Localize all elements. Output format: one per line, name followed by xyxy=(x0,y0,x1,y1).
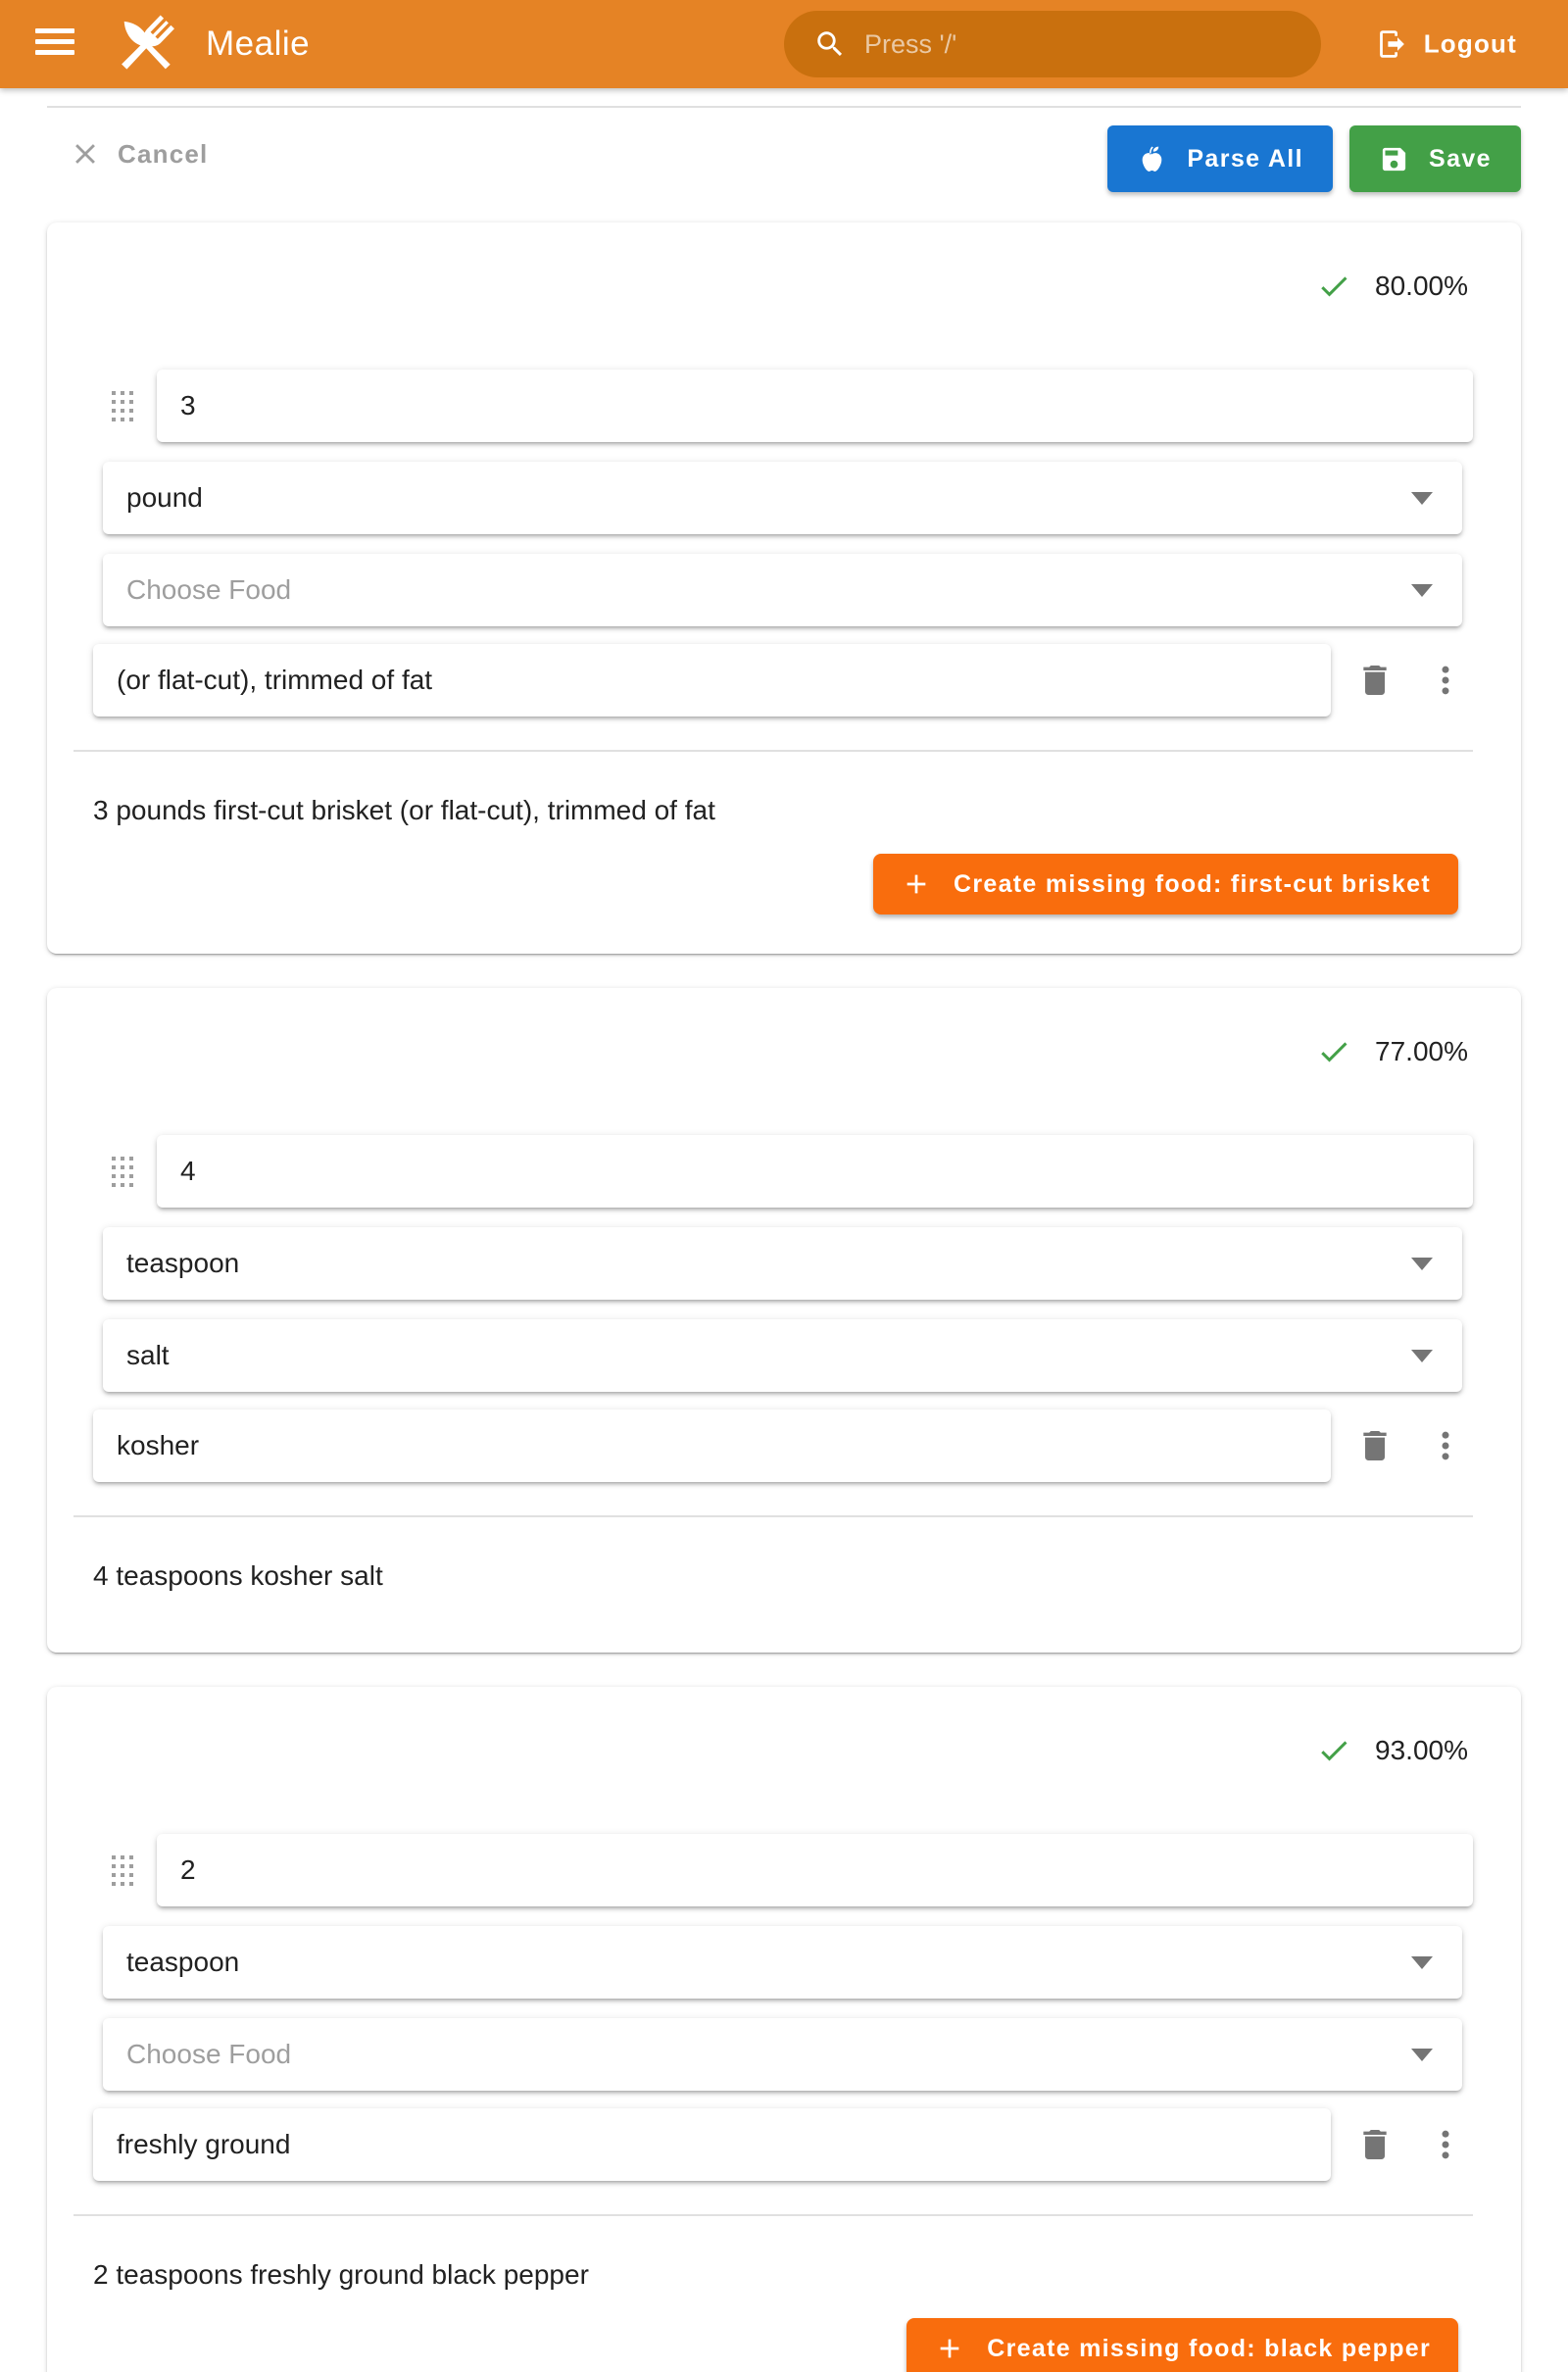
action-buttons xyxy=(1107,125,1521,192)
confidence-value: 93.00% xyxy=(1375,1735,1468,1765)
unit-select-value: teaspoon xyxy=(126,1248,240,1278)
drag-handle-icon[interactable] xyxy=(112,391,135,421)
create-missing-food-button[interactable] xyxy=(873,854,1458,914)
food-select-row xyxy=(103,554,1462,626)
logout-button[interactable] xyxy=(1376,28,1517,61)
card-divider xyxy=(74,750,1473,752)
note-row xyxy=(93,644,1521,717)
ingredient-card xyxy=(47,988,1521,1653)
food-select-value: Choose Food xyxy=(126,574,292,605)
quantity-input[interactable]: 3 xyxy=(157,370,1473,442)
plus-icon xyxy=(901,868,932,900)
save-icon xyxy=(1379,144,1409,174)
confidence-value: 77.00% xyxy=(1375,1036,1468,1066)
drag-handle-icon[interactable] xyxy=(112,1157,135,1187)
food-select-value: Choose Food xyxy=(126,2039,292,2069)
kebab-icon xyxy=(1426,661,1465,700)
chevron-down-icon xyxy=(1411,1956,1433,1969)
food-select[interactable] xyxy=(103,1319,1462,1392)
create-food-row xyxy=(47,826,1521,954)
unit-select-row xyxy=(103,1926,1462,1999)
plus-icon xyxy=(934,2333,965,2364)
logout-icon xyxy=(1376,28,1408,61)
parse-all-button[interactable] xyxy=(1107,125,1333,192)
quantity-input[interactable]: 4 xyxy=(157,1135,1473,1208)
confidence-row xyxy=(47,1687,1521,1773)
close-icon xyxy=(69,137,102,171)
delete-ingredient-button[interactable] xyxy=(1355,2125,1395,2164)
cancel-label: Cancel xyxy=(118,138,209,169)
confidence-row xyxy=(47,988,1521,1074)
note-input[interactable]: kosher xyxy=(93,1409,1331,1482)
unit-select[interactable] xyxy=(103,462,1462,534)
note-input[interactable]: (or flat-cut), trimmed of fat xyxy=(93,644,1331,717)
unit-select-value: teaspoon xyxy=(126,1947,240,1977)
note-row xyxy=(93,1409,1521,1482)
parser-page xyxy=(0,106,1568,2372)
quantity-row xyxy=(94,1834,1473,1906)
chevron-down-icon xyxy=(1411,1350,1433,1362)
confidence-row xyxy=(47,222,1521,309)
unit-select[interactable] xyxy=(103,1227,1462,1300)
quantity-row xyxy=(94,370,1473,442)
logout-label: Logout xyxy=(1423,28,1517,59)
card-divider xyxy=(74,2214,1473,2216)
chevron-down-icon xyxy=(1411,492,1433,505)
food-select[interactable] xyxy=(103,554,1462,626)
chevron-down-icon xyxy=(1411,2049,1433,2061)
cancel-button[interactable] xyxy=(69,137,208,171)
original-ingredient-text: 4 teaspoons kosher salt xyxy=(93,1560,383,1591)
ingredient-card xyxy=(47,222,1521,954)
check-icon xyxy=(1316,1733,1351,1768)
unit-select-value: pound xyxy=(126,482,203,513)
unit-select[interactable] xyxy=(103,1926,1462,1999)
quantity-input[interactable]: 2 xyxy=(157,1834,1473,1906)
kebab-icon xyxy=(1426,2125,1465,2164)
menu-icon[interactable] xyxy=(35,28,74,61)
chevron-down-icon xyxy=(1411,1258,1433,1270)
drag-handle-icon[interactable] xyxy=(112,1855,135,1886)
note-row xyxy=(93,2108,1521,2181)
unit-select-row xyxy=(103,1227,1462,1300)
silverware-logo xyxy=(110,8,182,80)
action-row xyxy=(47,108,1521,222)
delete-ingredient-button[interactable] xyxy=(1355,661,1395,700)
kebab-icon xyxy=(1426,1426,1465,1465)
food-select-row xyxy=(103,1319,1462,1392)
ingredient-menu-button[interactable] xyxy=(1426,1426,1465,1465)
original-ingredient-text: 3 pounds first-cut brisket (or flat-cut), trimmed of fat xyxy=(93,795,715,825)
food-select[interactable] xyxy=(103,2018,1462,2091)
ingredient-menu-button[interactable] xyxy=(1426,661,1465,700)
save-label: Save xyxy=(1429,144,1492,173)
quantity-row xyxy=(94,1135,1473,1208)
save-button[interactable] xyxy=(1349,125,1521,192)
food-select-row xyxy=(103,2018,1462,2091)
app-title: Mealie xyxy=(206,25,311,63)
card-divider xyxy=(74,1515,1473,1517)
delete-ingredient-button[interactable] xyxy=(1355,1426,1395,1465)
unit-select-row xyxy=(103,462,1462,534)
chevron-down-icon xyxy=(1411,584,1433,597)
search-placeholder: Press '/' xyxy=(864,28,957,59)
note-input[interactable]: freshly ground xyxy=(93,2108,1331,2181)
check-icon xyxy=(1316,1034,1351,1069)
trash-icon xyxy=(1355,2125,1395,2164)
check-icon xyxy=(1316,269,1351,304)
confidence-value: 80.00% xyxy=(1375,271,1468,301)
trash-icon xyxy=(1355,661,1395,700)
parse-all-label: Parse All xyxy=(1187,144,1303,173)
create-missing-food-label: Create missing food: black pepper xyxy=(987,2334,1431,2362)
search-icon xyxy=(813,27,847,61)
ingredient-menu-button[interactable] xyxy=(1426,2125,1465,2164)
apple-icon xyxy=(1137,144,1167,174)
create-missing-food-button[interactable] xyxy=(906,2318,1458,2372)
create-food-row xyxy=(47,2291,1521,2372)
app-bar xyxy=(0,0,1568,88)
trash-icon xyxy=(1355,1426,1395,1465)
create-missing-food-label: Create missing food: first-cut brisket xyxy=(954,869,1431,898)
search-input[interactable] xyxy=(784,11,1321,77)
ingredient-card xyxy=(47,1687,1521,2372)
food-select-value: salt xyxy=(126,1340,170,1370)
ingredient-list xyxy=(47,222,1521,2372)
original-ingredient-text: 2 teaspoons freshly ground black pepper xyxy=(93,2259,589,2290)
